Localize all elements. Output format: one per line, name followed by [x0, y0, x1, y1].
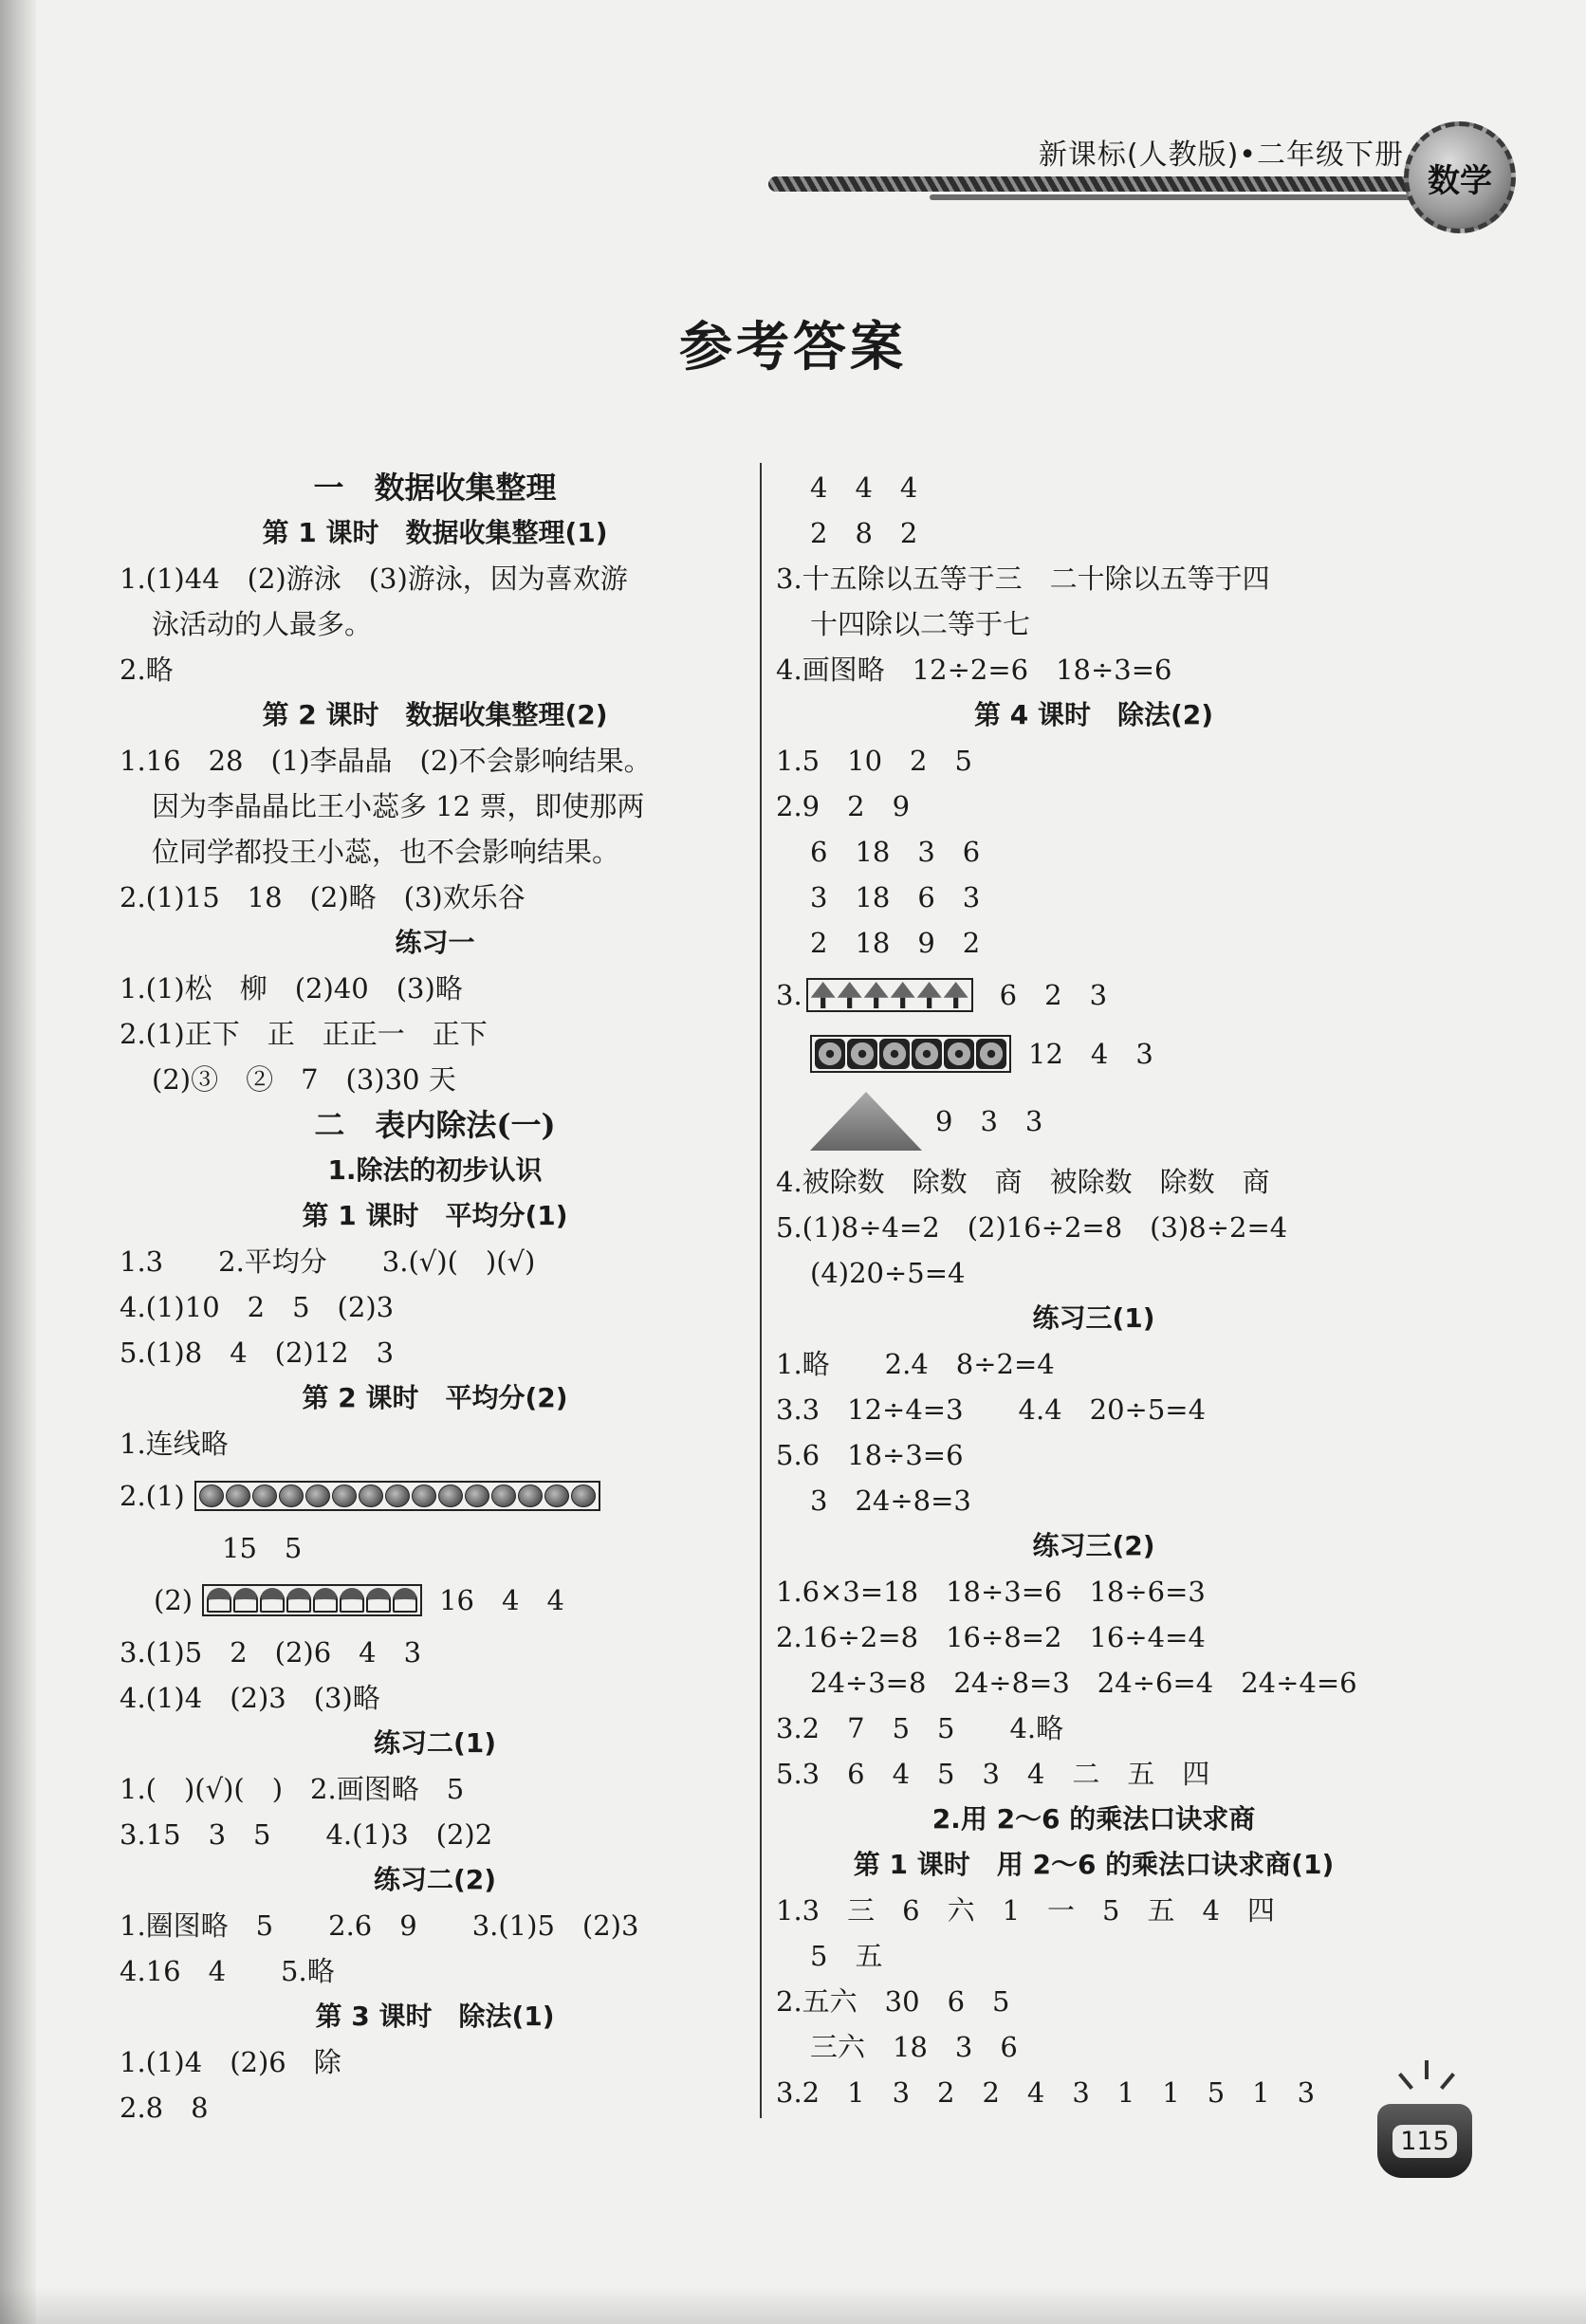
fruit-icon	[544, 1485, 569, 1507]
fruit-icon	[332, 1485, 357, 1507]
page-number: 115	[1392, 2125, 1457, 2158]
right-column	[776, 465, 1411, 2115]
answer-line: 4.(1)4 (2)3 (3)略	[120, 1682, 380, 1714]
answer-line: 3.(1)5 2 (2)6 4 3	[120, 1636, 422, 1669]
button-icon	[879, 1039, 910, 1069]
exercise-heading: 练习一	[395, 927, 475, 958]
answer-line: 1.连线略	[120, 1428, 229, 1460]
answer-values: 12 4 3	[1028, 1038, 1153, 1070]
sparkle-icon	[1394, 2058, 1461, 2100]
tree-icon	[891, 982, 915, 1008]
answer-line: 3.3 12÷4=3 4.4 20÷5=4	[776, 1393, 1207, 1426]
section-heading: 一 数据收集整理	[313, 470, 557, 506]
answer-line: 1.6×3=18 18÷3=6 18÷6=3	[776, 1576, 1206, 1608]
answer-line: 1.3 2.平均分 3.(√)( )(√)	[120, 1245, 536, 1278]
mushroom-icon	[393, 1588, 417, 1613]
answer-line: 1.(1)4 (2)6 除	[120, 2046, 341, 2078]
answer-values: 6 2 3	[999, 979, 1108, 1011]
answer-line: 3.15 3 5 4.(1)3 (2)2	[120, 1818, 493, 1851]
answer-line: (4)20÷5=4	[810, 1257, 966, 1289]
answer-line: 3.2 7 5 5 4.略	[776, 1712, 1064, 1744]
subsection-heading: 2.用 2～6 的乘法口诀求商	[931, 1803, 1256, 1835]
button-icon	[847, 1039, 877, 1069]
fruit-icon	[226, 1485, 250, 1507]
subject-label: 数学	[1428, 161, 1492, 200]
lesson-heading: 第 2 课时 数据收集整理(2)	[262, 699, 608, 730]
column-divider	[760, 463, 762, 2118]
answer-line-with-picture	[776, 1083, 1411, 1159]
header-decorative-line	[930, 194, 1432, 200]
answer-line: 2 18 9 2	[810, 927, 981, 959]
page-title: 参考答案	[679, 316, 907, 378]
item-label: 3.	[776, 979, 802, 1011]
answer-line: 3.十五除以五等于三 二十除以五等于四	[776, 563, 1270, 595]
answer-line: 6 18 3 6	[810, 836, 981, 868]
exercise-heading: 练习三(1)	[1032, 1302, 1155, 1334]
answer-line: 15 5	[222, 1532, 303, 1564]
answer-line: 5.(1)8 4 (2)12 3	[120, 1337, 395, 1369]
answer-line: 5.6 18÷3=6	[776, 1439, 964, 1471]
header-decorative-band	[768, 176, 1432, 192]
answer-line: 5.3 6 4 5 3 4 二 五 四	[776, 1758, 1210, 1790]
answer-line: 3.2 1 3 2 2 4 3 1 1 5 1 3	[776, 2076, 1316, 2109]
fruit-icon	[199, 1485, 224, 1507]
answer-line: 1.5 10 2 5	[776, 745, 972, 777]
answer-line: 泳活动的人最多。	[152, 608, 373, 640]
tree-icon	[864, 982, 889, 1008]
item-label: (2)	[154, 1584, 194, 1616]
fruit-icon	[412, 1485, 436, 1507]
answer-line: 2.9 2 9	[776, 790, 911, 822]
section-heading: 二 表内除法(一)	[314, 1107, 556, 1143]
fruit-icon	[518, 1485, 543, 1507]
button-icon	[912, 1039, 942, 1069]
answer-line: 1.( )(√)( ) 2.画图略 5	[120, 1773, 465, 1805]
mushroom-icon	[260, 1588, 285, 1613]
answer-line: 2 8 2	[810, 517, 918, 549]
answer-line: 5.(1)8÷4=2 (2)16÷2=8 (3)8÷2=4	[776, 1211, 1288, 1244]
answer-line: 4.(1)10 2 5 (2)3	[120, 1291, 395, 1323]
item-label: 2.(1)	[120, 1480, 185, 1512]
fruit-icon	[279, 1485, 304, 1507]
answer-line: 4.画图略 12÷2=6 18÷3=6	[776, 654, 1172, 686]
answer-line: 1.略 2.4 8÷2=4	[776, 1348, 1055, 1380]
exercise-heading: 练习二(2)	[373, 1864, 497, 1895]
left-column	[120, 465, 750, 2130]
lesson-heading: 第 2 课时 平均分(2)	[302, 1382, 568, 1413]
series-label: 新课标(人教版)•二年级下册	[1038, 138, 1404, 172]
answer-line: 4 4 4	[810, 471, 918, 504]
tree-icon	[838, 982, 862, 1008]
triangle-picture	[810, 1092, 922, 1151]
answer-line: 十四除以二等于七	[810, 608, 1031, 640]
answer-line: 5 五	[810, 1940, 883, 1972]
subsection-heading: 1.除法的初步认识	[327, 1154, 543, 1186]
subject-badge	[1404, 121, 1516, 233]
fruit-icon	[438, 1485, 463, 1507]
tree-picture-row	[806, 978, 973, 1012]
mushroom-icon	[366, 1588, 391, 1613]
tree-icon	[917, 982, 942, 1008]
fruit-icon	[385, 1485, 410, 1507]
tree-icon	[811, 982, 836, 1008]
fruit-icon	[465, 1485, 489, 1507]
mushroom-picture-row	[202, 1584, 422, 1616]
answer-line: 1.圈图略 5 2.6 9 3.(1)5 (2)3	[120, 1909, 639, 1942]
answer-line: 2.(1)15 18 (2)略 (3)欢乐谷	[120, 881, 526, 913]
answer-line-with-picture	[120, 1571, 750, 1630]
answer-line-with-picture	[120, 1466, 750, 1525]
button-picture-row	[810, 1035, 1011, 1073]
mushroom-icon	[313, 1588, 338, 1613]
fruit-icon	[252, 1485, 277, 1507]
lesson-heading: 第 1 课时 数据收集整理(1)	[262, 517, 608, 548]
button-icon	[944, 1039, 974, 1069]
mushroom-icon	[207, 1588, 231, 1613]
fruit-icon	[359, 1485, 383, 1507]
answer-line: 因为李晶晶比王小蕊多 12 票，即使那两	[152, 790, 645, 822]
answer-line: 4.被除数 除数 商 被除数 除数 商	[776, 1166, 1270, 1198]
answer-line: 位同学都投王小蕊，也不会影响结果。	[152, 836, 620, 868]
answer-line: 2.8 8	[120, 2092, 209, 2124]
bottom-edge-shadow	[0, 2286, 1586, 2324]
lesson-heading: 第 1 课时 用 2～6 的乘法口诀求商(1)	[853, 1849, 1335, 1880]
answer-line: 24÷3=8 24÷8=3 24÷6=4 24÷4=6	[810, 1667, 1357, 1699]
answer-line-with-picture	[776, 1024, 1411, 1083]
answer-line: 2.略	[120, 654, 174, 686]
page-number-badge	[1377, 2104, 1472, 2178]
button-icon	[976, 1039, 1006, 1069]
answer-line: 三六 18 3 6	[810, 2031, 1018, 2063]
answer-line: 1.(1)44 (2)游泳 (3)游泳，因为喜欢游	[120, 563, 628, 595]
answer-line: 2.五六 30 6 5	[776, 1985, 1010, 2018]
mushroom-icon	[286, 1588, 311, 1613]
button-icon	[815, 1039, 845, 1069]
answer-values: 9 3 3	[935, 1105, 1043, 1137]
lesson-heading: 第 4 课时 除法(2)	[973, 699, 1214, 730]
mushroom-icon	[340, 1588, 364, 1613]
answer-line: (2)③ ② 7 (3)30 天	[152, 1063, 456, 1096]
exercise-heading: 练习二(1)	[373, 1727, 497, 1759]
answer-line: 1.16 28 (1)李晶晶 (2)不会影响结果。	[120, 745, 652, 777]
answer-line: 4.16 4 5.略	[120, 1955, 335, 1987]
fruit-picture-row	[194, 1481, 600, 1511]
triangle-icon	[810, 1092, 922, 1151]
answer-line: 3 24÷8=3	[810, 1485, 971, 1517]
answer-line-with-picture	[776, 966, 1411, 1024]
answer-line: 1.(1)松 柳 (2)40 (3)略	[120, 972, 463, 1005]
answer-line: 2.16÷2=8 16÷8=2 16÷4=4	[776, 1621, 1206, 1653]
answer-line: 2.(1)正下 正 正正一 正下	[120, 1018, 488, 1050]
fruit-icon	[491, 1485, 516, 1507]
mushroom-icon	[233, 1588, 258, 1613]
fruit-icon	[571, 1485, 596, 1507]
answer-line: 3 18 6 3	[810, 881, 981, 913]
lesson-heading: 第 3 课时 除法(1)	[315, 2001, 555, 2032]
answer-values: 16 4 4	[439, 1584, 564, 1616]
exercise-heading: 练习三(2)	[1032, 1530, 1155, 1561]
tree-icon	[944, 982, 968, 1008]
fruit-icon	[305, 1485, 330, 1507]
answer-line: 1.3 三 6 六 1 一 5 五 4 四	[776, 1894, 1275, 1927]
lesson-heading: 第 1 课时 平均分(1)	[302, 1200, 568, 1231]
